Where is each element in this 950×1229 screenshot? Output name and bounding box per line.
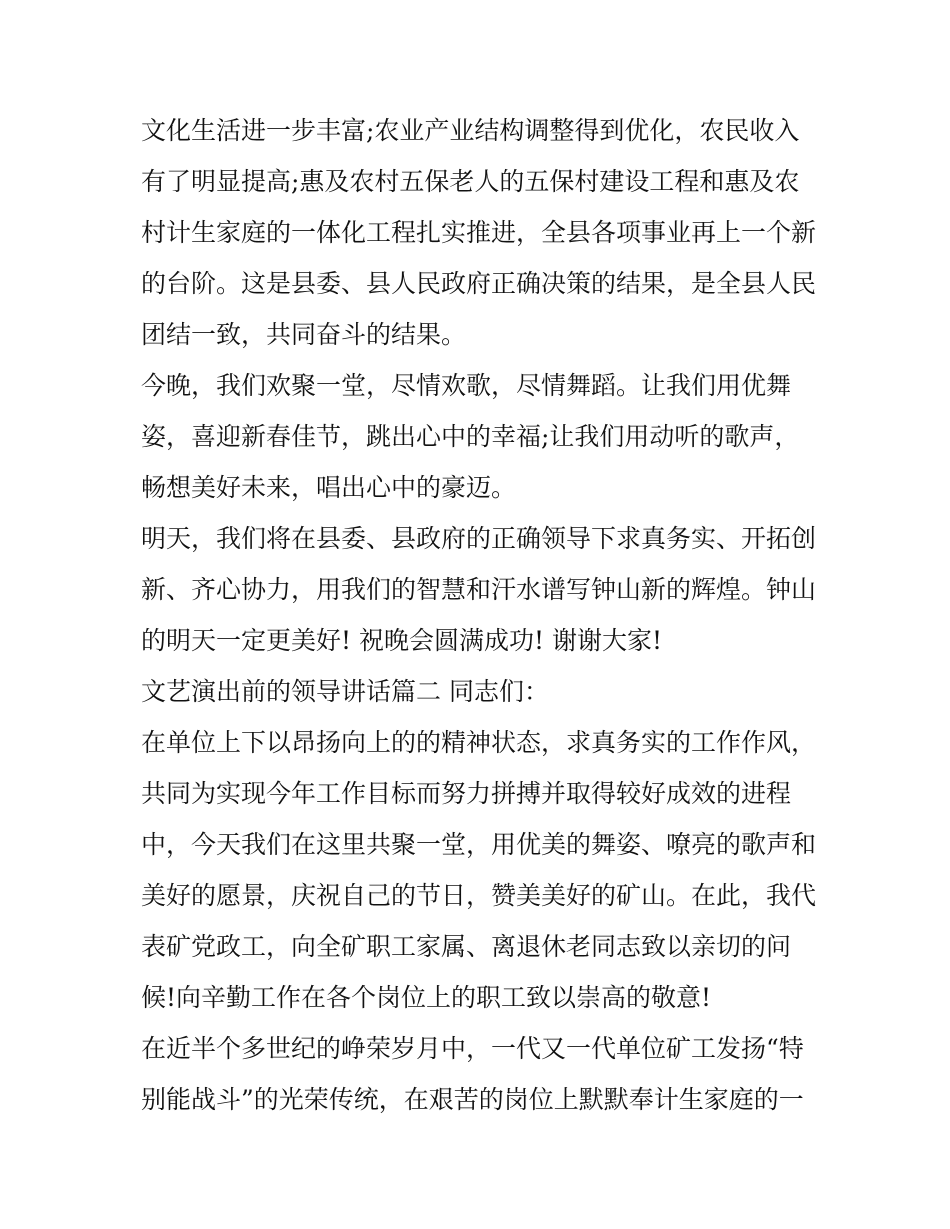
text-line: 今晚，我们欢聚一堂，尽情欢歌，尽情舞蹈。让我们用优舞	[141, 371, 792, 400]
text-line: 有了明显提高;惠及农村五保老人的五保村建设工程和惠及农	[141, 167, 800, 196]
text-line: 的明天一定更美好! 祝晚会圆满成功! 谢谢大家!	[141, 626, 663, 655]
text-line: 姿，喜迎新春佳节，跳出心中的幸福;让我们用动听的歌声，	[141, 422, 800, 451]
text-line: 新、齐心协力，用我们的智慧和汗水谱写钟山新的辉煌。钟山	[141, 575, 817, 604]
text-line: 表矿党政工，向全矿职工家属、离退休老同志致以亲切的问	[141, 932, 792, 961]
text-line: 中，今天我们在这里共聚一堂，用优美的舞姿、嘹亮的歌声和	[141, 830, 817, 859]
text-line: 在单位上下以昂扬向上的的精神状态，求真务实的工作作风，	[141, 728, 817, 757]
text-line: 候!向辛勤工作在各个岗位上的职工致以崇高的敬意!	[141, 983, 712, 1012]
text-line: 别能战斗”的光荣传统，在艰苦的岗位上默默奉计生家庭的一	[141, 1085, 804, 1114]
text-line: 的台阶。这是县委、县人民政府正确决策的结果，是全县人民	[141, 269, 817, 298]
text-line: 共同为实现今年工作目标而努力拼搏并取得较好成效的进程	[141, 779, 792, 808]
section-heading: 文艺演出前的领导讲话篇二 同志们：	[141, 677, 549, 706]
text-line: 明天，我们将在县委、县政府的正确领导下求真务实、开拓创	[141, 524, 817, 553]
document-body	[141, 105, 821, 1125]
text-line: 团结一致，共同奋斗的结果。	[141, 320, 467, 349]
text-line: 美好的愿景，庆祝自己的节日，赞美美好的矿山。在此，我代	[141, 881, 817, 910]
text-line: 文化生活进一步丰富;农业产业结构调整得到优化，农民收入	[141, 116, 800, 145]
text-line: 村计生家庭的一体化工程扎实推进，全县各项事业再上一个新	[141, 218, 817, 247]
text-line: 在近半个多世纪的峥荣岁月中，一代又一代单位矿工发扬“特	[141, 1034, 804, 1063]
text-line: 畅想美好未来，唱出心中的豪迈。	[141, 473, 517, 502]
